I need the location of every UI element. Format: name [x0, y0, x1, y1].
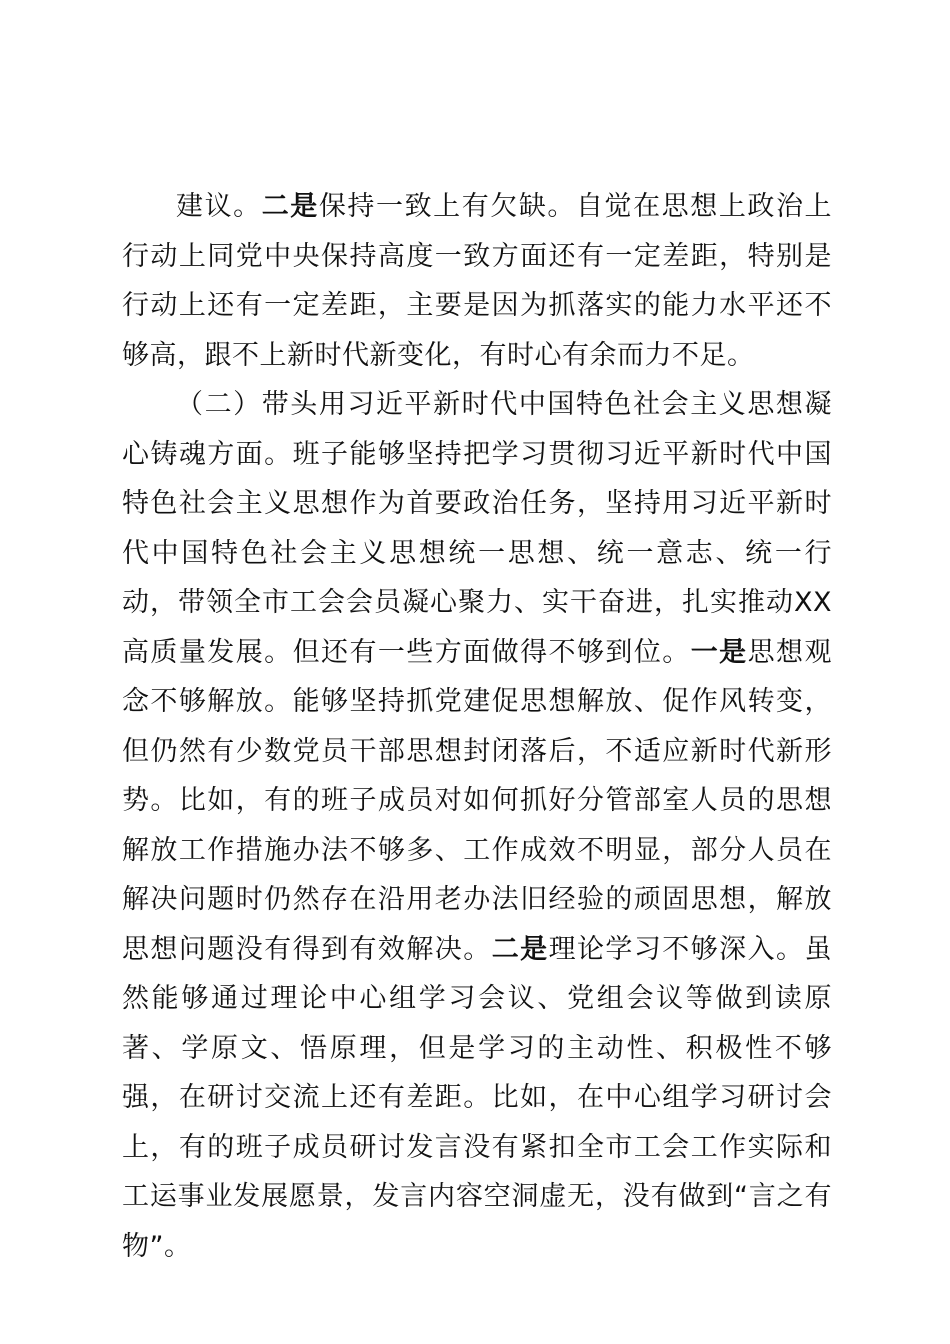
paragraph-2-text-2: 思想观念不够解放。能够坚持抓党建促思想解放、促作风转变，但仍然有少数党员干部思想封闭落后，不适应新时代新形势。比如，有的班子成员对如何抓好分管部室人员的思想解放工作措施办法不够多、工作成效不明显，部分人员在解决问题时仍然存在沿用老办法旧经验的顽固思想，解放思想问题没有得到有效解决。 — [122, 636, 832, 965]
paragraph-2-text-1: （二）带头用习近平新时代中国特色社会主义思想凝心铸魂方面。班子能够坚持把学习贯彻习近平新时代中国特色社会主义思想作为首要政治任务，坚持用习近平新时代中国特色社会主义思想统一思想、统一意志、统一行动，带领全市工会会员凝心聚力、实干奋进，扎实推动XX高质量发展。但还有一些方面做得不够到位。 — [122, 389, 832, 668]
paragraph-2-text-3: 理论学习不够深入。虽然能够通过理论中心组学习会议、党组会议等做到读原著、学原文、悟原理，但是学习的主动性、积极性不够强，在研讨交流上还有差距。比如，在中心组学习研讨会上，有的班子成员研讨发言没有紧扣全市工会工作实际和工运事业发展愿景，发言内容空洞虚无，没有做到“言之有物”。 — [122, 933, 832, 1262]
paragraph-2-bold-label-1: 一是 — [690, 636, 748, 668]
paragraph-1-text-1: 建议。 — [176, 191, 262, 222]
paragraph-2 — [122, 380, 832, 1271]
document-body — [122, 182, 832, 1271]
paragraph-1 — [122, 182, 832, 380]
paragraph-2-bold-label-2: 二是 — [491, 933, 549, 965]
paragraph-1-text-2: 保持一致上有欠缺。自觉在思想上政治上行动上同党中央保持高度一致方面还有一定差距，特别是行动上还有一定差距，主要是因为抓落实的能力水平还不够高，跟不上新时代新变化，有时心有余而力不足。 — [122, 191, 833, 371]
paragraph-1-bold-label: 二是 — [261, 191, 319, 222]
